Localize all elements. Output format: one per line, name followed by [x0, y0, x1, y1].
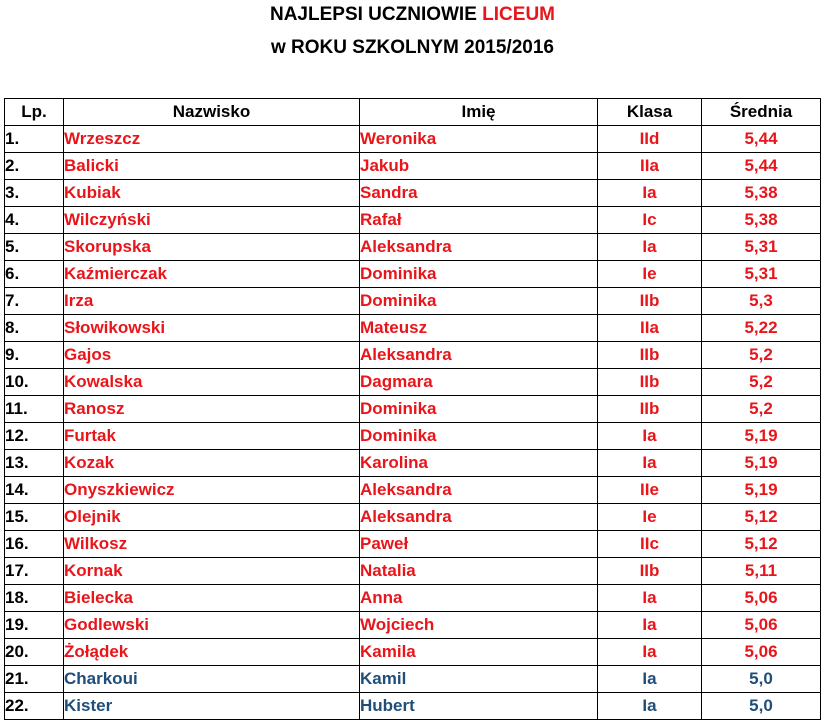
cell-imie: Dominika — [360, 261, 598, 288]
table-row — [5, 558, 821, 585]
cell-nazwisko: Słowikowski — [64, 315, 360, 342]
cell-nazwisko: Wilczyński — [64, 207, 360, 234]
cell-srednia: 5,06 — [702, 639, 821, 666]
cell-imie: Wojciech — [360, 612, 598, 639]
table-row — [5, 369, 821, 396]
cell-srednia: 5,2 — [702, 396, 821, 423]
cell-imie: Dagmara — [360, 369, 598, 396]
cell-lp: 15. — [5, 504, 64, 531]
cell-nazwisko: Kaźmierczak — [64, 261, 360, 288]
cell-imie: Aleksandra — [360, 234, 598, 261]
cell-klasa: IIb — [598, 558, 702, 585]
cell-lp: 22. — [5, 693, 64, 720]
header-nazwisko: Nazwisko — [64, 99, 360, 126]
cell-imie: Kamila — [360, 639, 598, 666]
cell-srednia: 5,38 — [702, 180, 821, 207]
cell-lp: 8. — [5, 315, 64, 342]
table-row — [5, 315, 821, 342]
cell-lp: 21. — [5, 666, 64, 693]
cell-lp: 11. — [5, 396, 64, 423]
cell-imie: Paweł — [360, 531, 598, 558]
cell-srednia: 5,06 — [702, 585, 821, 612]
cell-srednia: 5,12 — [702, 504, 821, 531]
cell-lp: 7. — [5, 288, 64, 315]
cell-nazwisko: Kornak — [64, 558, 360, 585]
header-imie: Imię — [360, 99, 598, 126]
title-prefix: NAJLEPSI UCZNIOWIE — [269, 4, 483, 25]
cell-imie: Dominika — [360, 396, 598, 423]
cell-klasa: Ia — [598, 639, 702, 666]
table-row — [5, 288, 821, 315]
cell-nazwisko: Wrzeszcz — [64, 126, 360, 153]
header-klasa: Klasa — [598, 99, 702, 126]
cell-lp: 18. — [5, 585, 64, 612]
cell-lp: 3. — [5, 180, 64, 207]
table-row — [5, 450, 821, 477]
cell-lp: 10. — [5, 369, 64, 396]
cell-klasa: Ie — [598, 504, 702, 531]
cell-imie: Dominika — [360, 423, 598, 450]
cell-lp: 6. — [5, 261, 64, 288]
cell-klasa: IIb — [598, 342, 702, 369]
cell-srednia: 5,0 — [702, 666, 821, 693]
cell-srednia: 5,2 — [702, 369, 821, 396]
cell-srednia: 5,19 — [702, 423, 821, 450]
cell-lp: 1. — [5, 126, 64, 153]
cell-klasa: IIa — [598, 153, 702, 180]
cell-srednia: 5,44 — [702, 153, 821, 180]
cell-nazwisko: Wilkosz — [64, 531, 360, 558]
cell-klasa: Ia — [598, 234, 702, 261]
cell-klasa: IIb — [598, 369, 702, 396]
cell-klasa: Ia — [598, 450, 702, 477]
cell-klasa: Ia — [598, 666, 702, 693]
table-row — [5, 612, 821, 639]
table-row — [5, 342, 821, 369]
cell-klasa: IId — [598, 126, 702, 153]
cell-imie: Natalia — [360, 558, 598, 585]
cell-lp: 20. — [5, 639, 64, 666]
cell-imie: Kamil — [360, 666, 598, 693]
cell-imie: Mateusz — [360, 315, 598, 342]
cell-nazwisko: Olejnik — [64, 504, 360, 531]
cell-imie: Dominika — [360, 288, 598, 315]
cell-nazwisko: Kister — [64, 693, 360, 720]
cell-nazwisko: Godlewski — [64, 612, 360, 639]
page-subtitle: w ROKU SZKOLNYM 2015/2016 — [271, 37, 554, 58]
cell-nazwisko: Kubiak — [64, 180, 360, 207]
table-row — [5, 180, 821, 207]
cell-lp: 2. — [5, 153, 64, 180]
cell-nazwisko: Onyszkiewicz — [64, 477, 360, 504]
cell-imie: Aleksandra — [360, 504, 598, 531]
table-row — [5, 531, 821, 558]
cell-imie: Karolina — [360, 450, 598, 477]
cell-nazwisko: Gajos — [64, 342, 360, 369]
page-title — [0, 3, 825, 27]
cell-srednia: 5,11 — [702, 558, 821, 585]
cell-nazwisko: Furtak — [64, 423, 360, 450]
cell-klasa: IIa — [598, 315, 702, 342]
cell-lp: 17. — [5, 558, 64, 585]
title-highlight: LICEUM — [482, 4, 555, 25]
cell-lp: 16. — [5, 531, 64, 558]
table-row — [5, 153, 821, 180]
table-row — [5, 234, 821, 261]
table-row — [5, 261, 821, 288]
cell-lp: 13. — [5, 450, 64, 477]
cell-klasa: IIb — [598, 396, 702, 423]
cell-nazwisko: Skorupska — [64, 234, 360, 261]
cell-imie: Rafał — [360, 207, 598, 234]
table-row — [5, 639, 821, 666]
cell-srednia: 5,19 — [702, 450, 821, 477]
cell-lp: 9. — [5, 342, 64, 369]
table-row — [5, 504, 821, 531]
table-row — [5, 666, 821, 693]
cell-klasa: Ia — [598, 585, 702, 612]
cell-nazwisko: Irza — [64, 288, 360, 315]
cell-srednia: 5,2 — [702, 342, 821, 369]
cell-lp: 4. — [5, 207, 64, 234]
cell-nazwisko: Kowalska — [64, 369, 360, 396]
cell-nazwisko: Bielecka — [64, 585, 360, 612]
header-lp: Lp. — [5, 99, 64, 126]
table-row — [5, 126, 821, 153]
cell-imie: Jakub — [360, 153, 598, 180]
cell-klasa: Ie — [598, 261, 702, 288]
cell-nazwisko: Balicki — [64, 153, 360, 180]
cell-srednia: 5,38 — [702, 207, 821, 234]
cell-nazwisko: Kozak — [64, 450, 360, 477]
table-row — [5, 585, 821, 612]
table-row — [5, 207, 821, 234]
cell-srednia: 5,3 — [702, 288, 821, 315]
table-header-row — [5, 99, 821, 126]
cell-lp: 12. — [5, 423, 64, 450]
cell-srednia: 5,44 — [702, 126, 821, 153]
ranking-table — [4, 98, 821, 720]
cell-klasa: IIc — [598, 531, 702, 558]
cell-klasa: IIe — [598, 477, 702, 504]
cell-srednia: 5,31 — [702, 234, 821, 261]
cell-imie: Hubert — [360, 693, 598, 720]
header-srednia: Średnia — [702, 99, 821, 126]
cell-lp: 5. — [5, 234, 64, 261]
cell-imie: Aleksandra — [360, 342, 598, 369]
table-row — [5, 693, 821, 720]
table-row — [5, 477, 821, 504]
cell-srednia: 5,22 — [702, 315, 821, 342]
cell-klasa: Ia — [598, 612, 702, 639]
table-row — [5, 396, 821, 423]
cell-nazwisko: Żołądek — [64, 639, 360, 666]
cell-imie: Sandra — [360, 180, 598, 207]
table-body — [5, 126, 821, 720]
cell-nazwisko: Ranosz — [64, 396, 360, 423]
cell-srednia: 5,0 — [702, 693, 821, 720]
cell-imie: Anna — [360, 585, 598, 612]
cell-klasa: Ia — [598, 423, 702, 450]
cell-imie: Weronika — [360, 126, 598, 153]
cell-klasa: Ia — [598, 693, 702, 720]
table-row — [5, 423, 821, 450]
cell-srednia: 5,31 — [702, 261, 821, 288]
cell-srednia: 5,19 — [702, 477, 821, 504]
cell-klasa: Ia — [598, 180, 702, 207]
cell-klasa: IIb — [598, 288, 702, 315]
cell-srednia: 5,06 — [702, 612, 821, 639]
cell-imie: Aleksandra — [360, 477, 598, 504]
cell-lp: 14. — [5, 477, 64, 504]
cell-nazwisko: Charkoui — [64, 666, 360, 693]
cell-klasa: Ic — [598, 207, 702, 234]
cell-srednia: 5,12 — [702, 531, 821, 558]
cell-lp: 19. — [5, 612, 64, 639]
